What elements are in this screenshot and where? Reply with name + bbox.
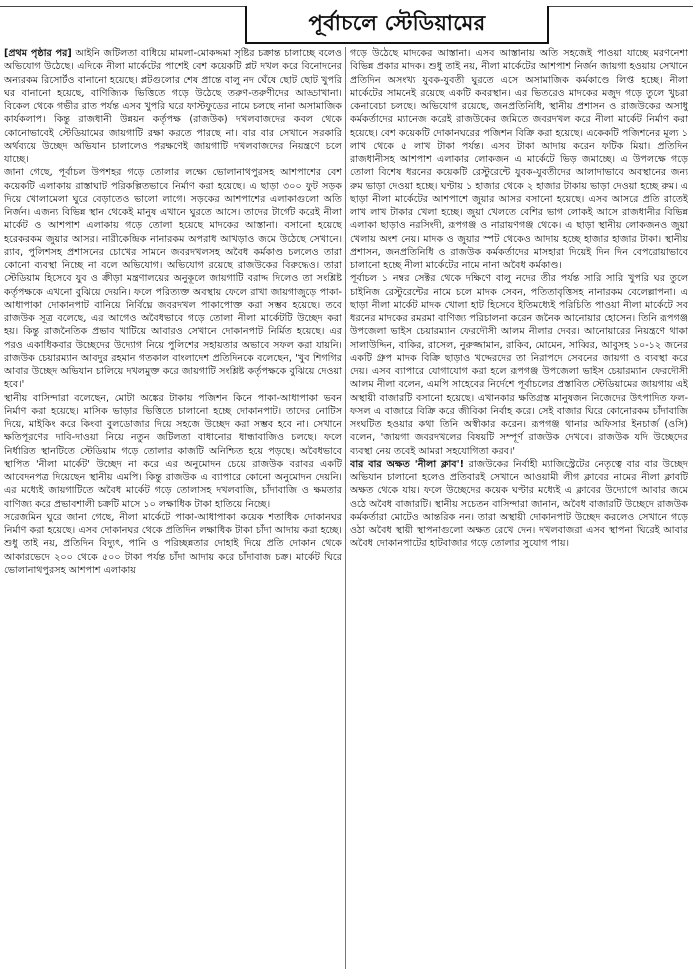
headline-box bbox=[245, 6, 549, 44]
left-paragraph-1 bbox=[4, 47, 342, 166]
article-column-left bbox=[4, 47, 342, 969]
right-paragraph-3-text: রাজউকের নির্বাহী ম্যাজিস্ট্রেটের নেতৃত্বে বার বার উচ্ছেদ অভিযান চালানো হলেও প্রতিবারই সেখানে আওয়ামী লীগ ক্লাবের নামের নীলা ক্লাবটি অক্ষত থেকে যায়। ফলে উচ্ছেদের কয়েক ঘণ্টার মধ্যেই এ ক্লাবের উদ্যোগে আবার জমে ওঠে অবৈধ বাজারটি। স্থানীয় সচেতন বাসিন্দারা জানান, অবৈধ বাজারটি উচ্ছেদে রাজউক কর্মকর্তারা মোটেও আন্তরিক নন। তারা অস্থায়ী দোকানপাট উচ্ছেদ করলেও সেখানে গড়ে ওঠা অবৈধ স্থায়ী স্থাপনাগুলো অক্ষত রেখে দেন। দখলবাজরা এসব স্থাপনা ঘিরেই আবার অবৈধ দোকানপাটের হাটবাজার গড়ে তোলার সুযোগ পায়। bbox=[350, 458, 688, 550]
subhead-nila-club: বার বার অক্ষত 'নীলা ক্লাব'! bbox=[350, 458, 464, 470]
column-divider bbox=[345, 47, 346, 969]
right-paragraph-1: গড়ে উঠেছে মাদকের আস্তানা। এসব আস্তানায় অতি সহজেই পাওয়া যাচ্ছে মরণনেশা বিভিন্ন প্রকার মাদক। শুধু তাই নয়, নীলা মার্কেটের আশপাশ নির্জন জায়গা হওয়ায় সেখানে প্রতিদিন অসংখ্য যুবক-যুবতী ঘুরতে এসে অসামাজিক কর্মকাণ্ডে লিপ্ত হচ্ছে। নীলা মার্কেটের সামনেই রয়েছে একটি কবরস্থান। এর ভিতরেও মাদকের মজুদ গড়ে তুলে খুচরা কেনাবেচা চলছে। অভিযোগ রয়েছে, জনপ্রতিনিধি, স্থানীয় প্রশাসন ও রাজউকের অসাধু কর্মকর্তাদের ম্যানেজ করেই রাজউকের জমিতে জবরদখল করে নীলা মার্কেট নির্মাণ করা হয়েছে। বেশ কয়েকটি দোকানঘরের পজিশন বিক্রি করা হয়েছে। একেকটি পজিশনের মূল্য ১ লাখ থেকে ৫ লাখ টাকা পর্যন্ত। এসব টাকা আদায় করেন ফটিক মিয়া। প্রতিদিন রাজধানীসহ আশপাশ এলাকার লোকজন এ মার্কেটে ভিড় জমাচ্ছে। এ উপলক্ষে গড়ে তোলা বিশেষ ধরনের কয়েকটি রেস্টুরেন্টে যুবক-যুবতীদের আলাদাভাবে অবস্থানের জন্য রুম ভাড়া দেওয়া হচ্ছে। ঘণ্টায় ১ হাজার থেকে ২ হাজার টাকায় ভাড়া দেওয়া হচ্ছে রুম। এ ছাড়া নীলা মার্কেটের আশপাশে জুয়ার আসর বসানো হয়েছে। এসব আসরে প্রতি রাতেই লাখ লাখ টাকার খেলা হচ্ছে। জুয়া খেলতে বেশির ভাগ লোকই আসে রাজধানীর বিভিন্ন এলাকা ছাড়াও নরসিংদী, রূপগঞ্জ ও নারায়ণগঞ্জ থেকে। এ ছাড়া স্থানীয় লোকজনও জুয়া খেলায় অংশ নেয়। মাদক ও জুয়ার স্পট থেকেও আদায় হচ্ছে হাজার হাজার টাকা। স্থানীয় প্রশাসন, জনপ্রতিনিধি ও রাজউক কর্মকর্তাদের মাসহারা দিয়েই দিন দিন বেপরোয়াভাবে চালানো হচ্ছে নীলা মার্কেটের নামে নানা অবৈধ কর্মকাণ্ড। bbox=[350, 48, 688, 271]
continuation-marker: [প্রথম পৃষ্ঠার পর] bbox=[4, 48, 72, 59]
left-paragraph-2: জানা গেছে, পূর্বাচল উপশহর গড়ে তোলার লক্ষ্যে ভোলানাথপুরসহ আশপাশের বেশ কয়েকটি এলাকায় রাস্তাঘাট পরিকল্পিতভাবে নির্মাণ করা হয়েছে। এ ছাড়া ৩০০ ফুট সড়ক দিয়ে খোলামেলা ঘুরে বেড়াতেও ভালো লাগে। সড়কের আশপাশের এলাকাগুলো অতি নির্জন। এজন্য বিভিন্ন স্থান থেকেই মানুষ এখানে ঘুরতে আসে। তাদের টার্গেট করেই নীলা মার্কেট ও আশপাশ এলাকায় গড়ে তোলা হয়েছে মাদকের আস্তানা। বসানো হয়েছে হরেকরকম জুয়ার আসর। নারীকেন্দ্রিক নানারকম অপরাধ আখড়াও জমে উঠেছে সেখানে। র‍্যাব, পুলিশসহ প্রশাসনের চোখের সামনে জবরদখলসহ অবৈধ কর্মকাণ্ড চললেও তারা কোনো ব্যবস্থা নিচ্ছে না বলে অভিযোগ। অভিযোগ রয়েছে রাজউকের বিরুদ্ধেও। তারা স্টেডিয়াম হিসেবে যুব ও ক্রীড়া মন্ত্রণালয়ের অনুকূলে জায়গাটি বরাদ্দ দিলেও তা সংশ্লিষ্ট কর্তৃপক্ষকে এখনো বুঝিয়ে দেয়নি। ফলে পরিত্যক্ত অবস্থায় ফেলে রাখা জায়গাজুড়ে পাকা-আধাপাকা দোকানপাট বানিয়ে নির্বিঘ্নে জবরদখল পাকাপোক্ত করা সম্ভব হয়েছে। তবে রাজউক সূত্র বলেছে, এর আগেও অবৈধভাবে গড়ে তোলা নীলা মার্কেটটি উচ্ছেদ করা হয়। কিন্তু রাজনৈতিক প্রভাব খাটিয়ে আবারও সেখানে দোকানপাট নির্মিত হয়েছে। এর পরও একাধিকবার উচ্ছেদের উদ্যোগ নিয়ে পুলিশের সহায়তার অভাবে সফল করা যায়নি। রাজউক চেয়ারম্যান আবদুর রহমান গতকাল বাংলাদেশ প্রতিদিনকে বলেছেন, 'খুব শিগগির আবার উচ্ছেদ অভিযান চালিয়ে দখলমুক্ত করে জায়গাটি সংশ্লিষ্ট কর্তৃপক্ষকে বুঝিয়ে দেওয়া হবে।' bbox=[4, 167, 342, 391]
headline: পূর্বাচলে স্টেডিয়ামের bbox=[308, 10, 486, 35]
article-column-right bbox=[350, 47, 688, 969]
left-paragraph-1-text: আইনি জটিলতা বাধিয়ে মামলা-মোকদ্দমা সৃষ্টির চক্রান্ত চালাচ্ছে বলেও অভিযোগ উঠেছে। এদিকে নীলা মার্কেটের পাশেই বেশ কয়েকটি প্লট দখল করে বিনোদনের অন্যরকম রিসোর্টও বানানো হয়েছে। প্লটগুলোর শেষ প্রান্তে বালু নদ ঘেঁষে ছোট ছোট খুপরি ঘর বানানো হয়েছে, বাণিজ্যিক ভিত্তিতে গড়ে উঠেছে তরুণ-তরুণীদের আড্ডাখানা। বিকেল থেকে গভীর রাত পর্যন্ত এসব খুপরি ঘরে ফাস্টফুডের নামে চলছে নানা অসামাজিক কার্যকলাপ। কিন্তু রাজধানী উন্নয়ন কর্তৃপক্ষ (রাজউক) দখলবাজদের কবল থেকে কোনোভাবেই স্টেডিয়ামের জায়গাটি রক্ষা করতে পারছে না। বার বার সেখানে সরকারি অর্থব্যয়ে উচ্ছেদ অভিযান চালালেও পরক্ষণেই জায়গাটি দখলবাজদের নিয়ন্ত্রণে চলে যাচ্ছে। bbox=[4, 48, 342, 165]
left-paragraph-3: স্থানীয় বাসিন্দারা বলেছেন, মোটা অঙ্কের টাকায় পজিশন কিনে পাকা-আধাপাকা ভবন নির্মাণ করা হয়েছে। মাসিক ভাড়ার ভিত্তিতে চালানো হচ্ছে দোকানপাট। তাদের নোটিস দিয়ে, মাইকিং করে কিংবা বুলডোজার দিয়ে সহজে উচ্ছেদ করা সম্ভব হবে না। সেখানে ক্ষতিপূরণের দাবি-দাওয়া নিয়ে নতুন জটিলতা বাধানোর ধান্ধাবাজিও চলছে। ফলে নির্ধারিত স্থানটিতে স্টেডিয়াম গড়ে তোলার কাজটি অনিশ্চিত হয়ে পড়ছে। অবৈধভাবে স্থাপিত 'নীলা মার্কেট' উচ্ছেদ না করে এর অনুমোদন চেয়ে রাজউক বরাবর একটি আবেদনপত্র দিয়েছেন স্থানীয় এমপি। কিন্তু রাজউক এ ব্যাপারে কোনো অনুমোদন দেয়নি। এর মধ্যেই জায়গাটিতে অবৈধ মার্কেট গড়ে তোলাসহ দখলবাজি, চাঁদাবাজি ও ক্ষমতার বাণিজ্য করে প্রভাবশালী চক্রটি মাসে ১০ লক্ষাধিক টাকা হাতিয়ে নিচ্ছে। bbox=[4, 392, 342, 510]
right-paragraph-3 bbox=[350, 458, 688, 551]
left-paragraph-4: সরেজমিন ঘুরে জানা গেছে, নীলা মার্কেটে পাকা-আধাপাকা কয়েক শতাধিক দোকানঘর নির্মাণ করা হয়েছে। এসব দোকানঘর থেকে প্রতিদিন লক্ষাধিক টাকা চাঁদা আদায় করা হচ্ছে। শুধু তাই নয়, প্রতিদিন বিদ্যুৎ, পানি ও পরিচ্ছন্নতার দোহাই দিয়ে প্রতি দোকান থেকে আকারভেদে ২০০ থেকে ৫০০ টাকা পর্যন্ত চাঁদা আদায় করে চাঁদাবাজ চক্র। মার্কেট ঘিরে ভোলানাথপুরসহ আশপাশ এলাকায় bbox=[4, 511, 342, 576]
right-paragraph-2: পূর্বাচল ১ নম্বর সেক্টর থেকে দক্ষিণে বালু নদের তীর পর্যন্ত সারি সারি খুপরি ঘর তুলে চাইনিজ রেস্টুরেন্টের নামে চলে মাদক সেবন, পতিতাবৃত্তিসহ নানারকম বেলেল্লাপনা। এ ছাড়া নীলা মার্কেট মাদক খোলা হাট হিসেবে ইতিমধ্যেই পরিচিতি পাওয়া নীলা মার্কেটে সব ধরনের মাদকের রমরমা বাণিজ্য পরিচালনা করেন জনৈক আনোয়ার হোসেন। তিনি রূপগঞ্জ উপজেলা ভাইস চেয়ারম্যান ফেরদৌসী আলম নীলার দেবর। আনোয়ারের নিয়ন্ত্রণে থাকা সালাউদ্দিন, বাকির, রাসেল, নুরুজ্জামান, রাকিব, মোমেন, সাব্বির, আবুসহ ১০-১২ জনের একটি গ্রুপ মাদক বিক্রি ছাড়াও খদ্দেরদের তা নিরাপদে সেবনের জায়গা ও ব্যবস্থা করে দেয়। এসব ব্যাপারে যোগাযোগ করা হলে রূপগঞ্জ উপজেলা ভাইস চেয়ারম্যান ফেরদৌসী আলম নীলা বলেন, এমপি সাহেবের নির্দেশে পূর্বাচলের প্রস্তাবিত স্টেডিয়ামের জায়গায় এই অস্থায়ী বাজারটি বসানো হয়েছে। এখানকার ক্ষতিগ্রস্ত মানুষজন নিজেদের উৎপাদিত ফল-ফসল এ বাজারে বিক্রি করে জীবিকা নির্বাহ করে। সেই বাজার ঘিরে কোনোরকম চাঁদাবাজি সংঘটিত হওয়ার কথা তিনি অস্বীকার করেন। রূপগঞ্জ থানার অফিসার ইনচার্জ (ওসি) বলেন, 'জায়গা জবরদখলের বিষয়টি সম্পূর্ণ রাজউক দেখবে। রাজউক যদি উচ্ছেদের ব্যবস্থা নেয় তবেই আমরা সহযোগিতা করব।' bbox=[350, 273, 688, 457]
